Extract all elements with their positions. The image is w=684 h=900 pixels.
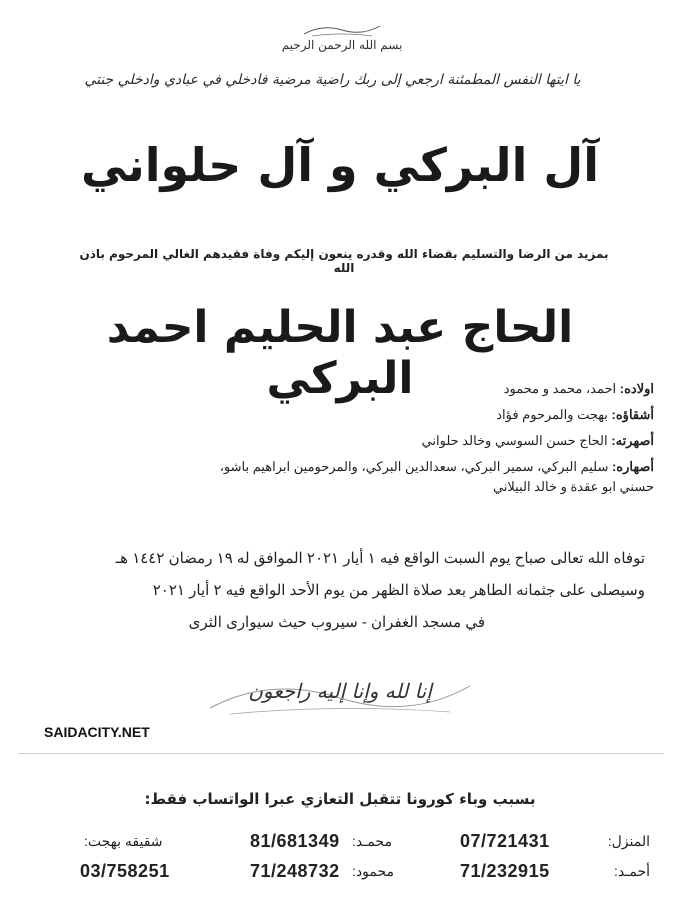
contact-numbers xyxy=(28,833,658,893)
death-date-line: توفاه الله تعالى صباح يوم السبت الواقع فيه ١ أيار ٢٠٢١ الموافق له ١٩ رمضان ١٤٤٢ هـ xyxy=(115,550,645,567)
contact-label: محمود: xyxy=(352,863,394,879)
contact-label: أحمـد: xyxy=(614,863,650,879)
basmala-flourish-icon xyxy=(302,22,382,38)
condolence-notice: بسبب وباء كورونا تتقبل التعازي عبرا الواتساب فقط: xyxy=(144,790,536,808)
phone-number: 07/721431 xyxy=(460,831,550,851)
burial-place-line: في مسجد الغفران - سيروب حيث سيوارى الثرى xyxy=(188,614,485,631)
relatives-children xyxy=(94,380,654,398)
relatives-label: أصهرته: xyxy=(611,433,654,448)
website-link[interactable]: SAIDACITY.NET xyxy=(44,724,150,740)
relatives-sons-in-law xyxy=(94,432,654,450)
contact-ahmad-number[interactable] xyxy=(460,861,550,882)
contact-brother-number[interactable] xyxy=(80,861,170,882)
phone-number: 81/681349 xyxy=(250,831,340,851)
funeral-details xyxy=(55,543,645,639)
relatives-value: الحاج حسن السوسي وخالد حلواني xyxy=(421,433,608,448)
basmala-text: بسم الله الرحمن الرحيم xyxy=(281,38,403,52)
contact-ahmad xyxy=(614,863,650,881)
section-divider xyxy=(18,753,664,754)
contact-label: شقيقه بهجت: xyxy=(84,833,163,849)
relatives-label: أصهاره: xyxy=(611,459,654,474)
phone-number: 71/232915 xyxy=(460,861,550,881)
intro-line: بمزيد من الرضا والتسليم بقضاء الله وقدره ينعون إليكم وفاة فقيدهم الغالي المرحوم باذن الله xyxy=(79,247,609,275)
contact-mahmoud-number[interactable] xyxy=(250,861,340,882)
closing-phrase: إنا لله وإنا إليه راجعون xyxy=(248,679,432,703)
relatives-label: أشقاؤه: xyxy=(611,407,654,422)
relatives-siblings xyxy=(94,406,654,424)
relatives-list xyxy=(94,380,654,504)
contact-label: المنزل: xyxy=(607,833,650,849)
relatives-in-laws xyxy=(94,458,654,476)
contact-home xyxy=(608,833,650,851)
basmala-calligraphy xyxy=(0,22,684,52)
relatives-value: بهجت والمرحوم فؤاد xyxy=(496,407,608,422)
phone-number: 03/758251 xyxy=(80,861,170,881)
relatives-in-laws-continuation: حسني ابو عقدة و خالد البيلاني xyxy=(492,479,654,494)
contact-brother xyxy=(84,833,163,851)
contact-label: محمـد: xyxy=(352,833,392,849)
relatives-value: سليم البركي، سمير البركي، سعدالدين البركي، والمرحومين ابراهيم باشو، xyxy=(219,459,609,474)
family-title: آل البركي و آل حلواني xyxy=(80,138,600,192)
deceased-name: الحاج عبد الحليم احمد البركي xyxy=(106,302,574,404)
contact-mohammad xyxy=(352,833,392,851)
relatives-value: احمد، محمد و محمود xyxy=(503,381,617,396)
closing-calligraphy xyxy=(200,668,480,718)
contact-mohammad-number[interactable] xyxy=(250,831,340,852)
phone-number: 71/248732 xyxy=(250,861,340,881)
relatives-label: اولاده: xyxy=(619,381,654,396)
quran-verse: يا ايتها النفس المطمئنة ارجعي إلى ربك راضية مرضية فادخلي في عبادي وادخلي جنتي xyxy=(84,72,581,88)
prayer-time-line: وسيصلى على جثمانه الطاهر بعد صلاة الظهر من يوم الأحد الواقع فيه ٢ أيار ٢٠٢١ xyxy=(152,582,645,599)
contact-mahmoud xyxy=(352,863,394,881)
contact-home-number[interactable] xyxy=(460,831,550,852)
